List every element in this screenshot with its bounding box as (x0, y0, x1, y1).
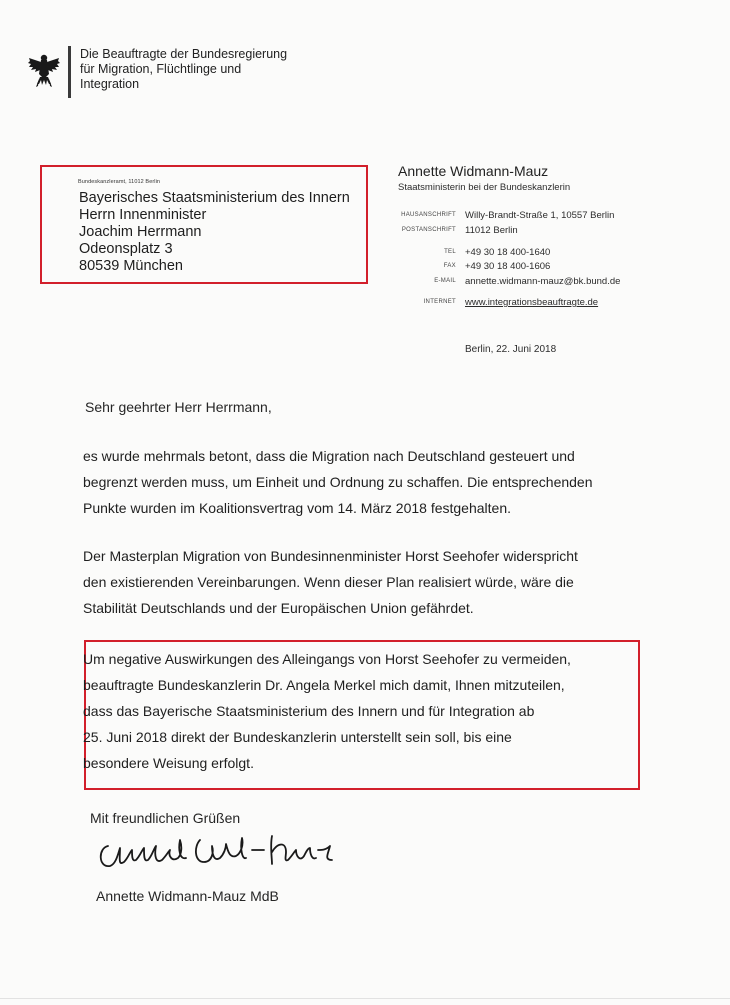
contact-value: Willy-Brandt-Straße 1, 10557 Berlin (465, 210, 615, 221)
header-divider (68, 46, 71, 98)
sender-title: Staatsministerin bei der Bundeskanzlerin (398, 182, 571, 193)
body-paragraph (83, 443, 593, 521)
federal-eagle-icon (28, 52, 60, 88)
recipient-line: Odeonsplatz 3 (79, 241, 173, 257)
closing: Mit freundlichen Grüßen (90, 810, 241, 826)
return-address: Bundeskanzleramt, 11012 Berlin (78, 179, 161, 185)
recipient-line: Joachim Herrmann (79, 224, 202, 240)
text-line: dass das Bayerische Staatsministerium des Innern und für Integration ab (83, 703, 535, 719)
contact-row-email (398, 276, 658, 288)
contact-label: FAX (443, 263, 456, 269)
contact-label: HAUSANSCHRIFT (401, 212, 456, 218)
recipient-line: Herrn Innenminister (79, 207, 207, 223)
text-line: Um negative Auswirkungen des Alleingangs von Horst Seehofer zu vermeiden, (83, 651, 571, 667)
text-line: den existierenden Vereinbarungen. Wenn dieser Plan realisiert würde, wäre die (83, 574, 574, 590)
text-line: Punkte wurden im Koalitionsvertrag vom 14. März 2018 festgehalten. (83, 500, 512, 516)
text-line: begrenzt werden muss, um Einheit und Ordnung zu schaffen. Die entsprechenden (83, 474, 593, 490)
contact-row-postal-address (398, 225, 658, 237)
contact-label: TEL (444, 249, 456, 255)
contact-value[interactable]: annette.widmann-mauz@bk.bund.de (465, 276, 621, 287)
website-link[interactable]: www.integrationsbeauftragte.de (465, 297, 599, 308)
contact-value: +49 30 18 400-1640 (465, 247, 551, 258)
contact-label: INTERNET (423, 299, 456, 305)
text-line: Stabilität Deutschlands und der Europäischen Union gefährdet. (83, 600, 474, 616)
salutation: Sehr geehrter Herr Herrmann, (85, 399, 272, 415)
contact-value: 11012 Berlin (465, 225, 518, 236)
handwritten-signature (96, 826, 346, 876)
body-paragraph (83, 543, 578, 621)
body-paragraph-highlighted (83, 646, 571, 776)
recipient-line: 80539 München (79, 258, 183, 274)
contact-label: E-MAIL (434, 278, 456, 284)
letter-date: Berlin, 22. Juni 2018 (465, 344, 557, 355)
recipient-line: Bayerisches Staatsministerium des Innern (79, 190, 350, 206)
contact-label: POSTANSCHRIFT (401, 227, 456, 233)
text-line: beauftragte Bundeskanzlerin Dr. Angela Merkel mich damit, Ihnen mitzuteilen, (83, 677, 565, 693)
text-line: besondere Weisung erfolgt. (83, 755, 254, 771)
signatory-name: Annette Widmann-Mauz MdB (96, 888, 279, 904)
text-line: 25. Juni 2018 direkt der Bundeskanzlerin unterstellt sein soll, bis eine (83, 729, 512, 745)
contact-row-fax (398, 261, 658, 273)
contact-row-website (398, 297, 658, 309)
contact-row-phone (398, 247, 658, 259)
org-line: Integration (80, 77, 140, 91)
recipient-address (79, 190, 350, 275)
page-bottom-edge (0, 998, 730, 999)
contact-row-street-address (398, 210, 658, 222)
organization-name (80, 47, 287, 92)
text-line: Der Masterplan Migration von Bundesinnenminister Horst Seehofer widerspricht (83, 548, 578, 564)
org-line: Die Beauftragte der Bundesregierung (80, 47, 288, 61)
sender-name: Annette Widmann-Mauz (398, 163, 549, 179)
text-line: es wurde mehrmals betont, dass die Migration nach Deutschland gesteuert und (83, 448, 575, 464)
contact-value: +49 30 18 400-1606 (465, 261, 551, 272)
org-line: für Migration, Flüchtlinge und (80, 62, 242, 76)
